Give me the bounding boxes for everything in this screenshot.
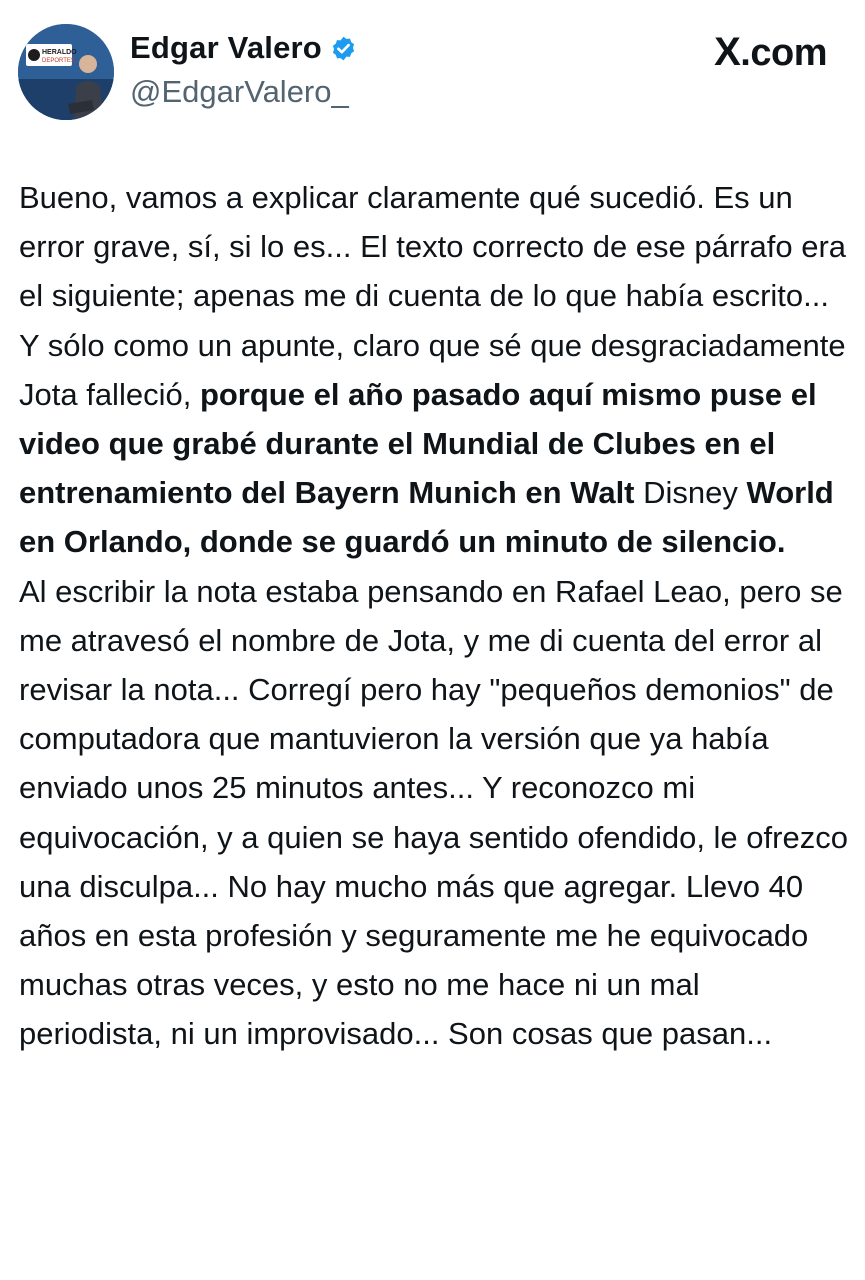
tweet-text-segment: Bueno, vamos a explicar claramente qué sucedió. Es un error grave, sí, si lo es... El texto correcto de ese párrafo era el siguiente; apenas me di cuenta de lo que había escrito... Y sólo como un apunte, claro que sé que desgraciadamente Jota falleció,	[19, 180, 847, 412]
avatar[interactable]	[18, 24, 114, 120]
tweet-bold-segment: World en Orlando, donde se guardó un minuto de silencio.	[19, 475, 834, 560]
tweet-paragraph-1	[19, 173, 849, 567]
tweet-bold-segment: porque el año pasado aquí mismo puse el video que grabé durante el Mundial de Clubes en el entrenamiento del Bayern Munich en Walt	[19, 376, 817, 511]
avatar-image	[18, 24, 114, 120]
verified-badge-icon	[330, 35, 357, 62]
tweet-text	[19, 173, 849, 1059]
tweet-paragraph-2: Al escribir la nota estaba pensando en Rafael Leao, pero se me atravesó el nombre de Jota, y me di cuenta del error al revisar la nota... Corregí pero hay "pequeños demonios" de computadora que mantuvieron la versión que ya había enviado unos 25 minutos antes... Y reconozco mi equivocación, y a quien se haya sentido ofendido, le ofrezco una disculpa... No hay mucho más que agregar. Llevo 40 años en esta profesión y seguramente me he equivocado muchas otras veces, y esto no me hace ni un mal periodista, ni un improvisado... Son cosas que pasan...	[19, 573, 848, 1052]
user-handle[interactable]: @EdgarValero_	[130, 74, 349, 109]
x-com-brand	[714, 30, 827, 75]
avatar-badge-line2: DEPORTES	[42, 58, 75, 64]
avatar-badge-line1: HERALDO	[42, 49, 77, 56]
tweet-text-segment: Disney	[634, 475, 747, 511]
display-name[interactable]: Edgar Valero	[130, 30, 322, 65]
x-logo-icon: X	[714, 30, 741, 74]
tweet-header	[0, 0, 865, 140]
brand-domain: .com	[740, 32, 827, 74]
